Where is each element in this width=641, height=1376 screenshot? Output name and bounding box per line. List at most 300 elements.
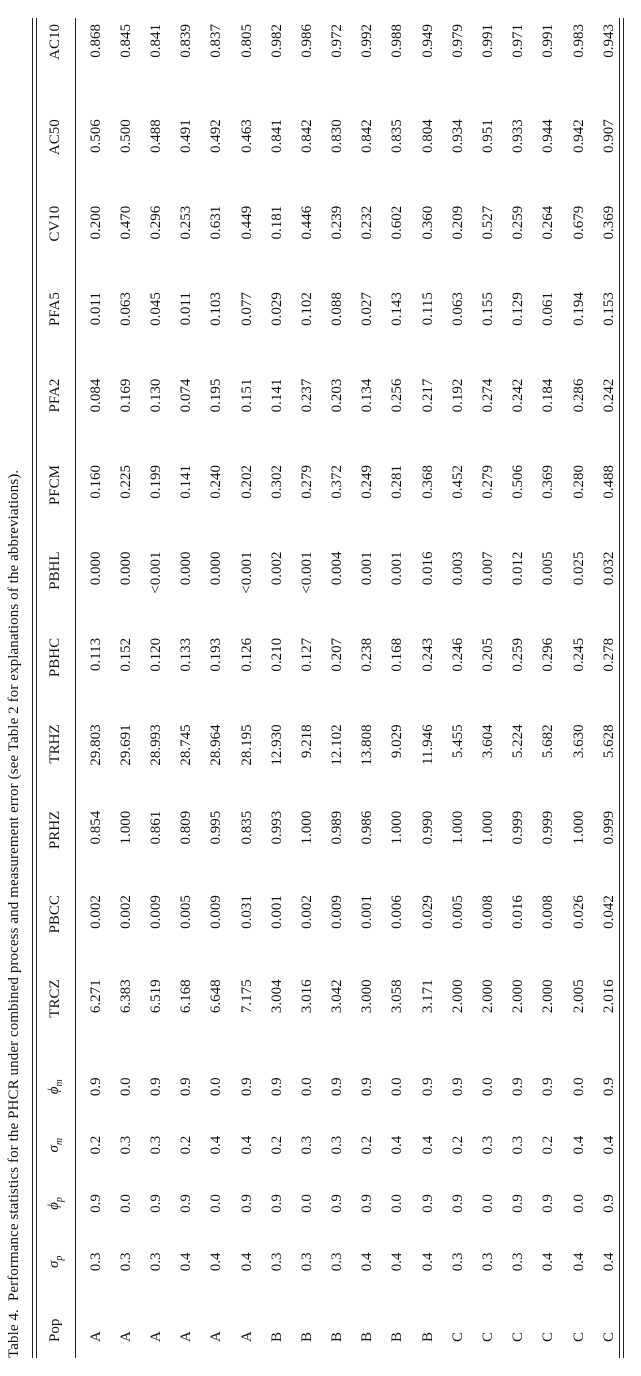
table-cell: 0.4 bbox=[238, 1252, 255, 1272]
header-row bbox=[36, 18, 75, 1358]
table-cell: 28.745 bbox=[178, 724, 195, 766]
table-cell: 0.012 bbox=[510, 551, 527, 586]
table-cell: 0.001 bbox=[268, 895, 285, 929]
table-row bbox=[383, 18, 413, 1358]
table-cell: 0.446 bbox=[298, 205, 315, 240]
column-header: TRCZ bbox=[47, 979, 63, 1018]
table-cell: 0.002 bbox=[87, 895, 104, 929]
table-cell: 0.199 bbox=[147, 465, 164, 499]
header-symbol: $\phi_m$ bbox=[46, 1079, 65, 1095]
header-subscript: p bbox=[54, 1255, 65, 1261]
header-subscript: m bbox=[54, 1079, 65, 1087]
table-cell: 0.280 bbox=[570, 465, 587, 499]
table-cell: 0.007 bbox=[480, 551, 497, 586]
table-cell: 0.129 bbox=[510, 292, 527, 326]
header-symbol: $\phi_p$ bbox=[46, 1197, 65, 1210]
table-cell: 0.4 bbox=[419, 1252, 436, 1272]
table-cell: 0.008 bbox=[480, 895, 497, 929]
table-cell: 0.679 bbox=[570, 205, 587, 240]
table-cell: 0.9 bbox=[147, 1077, 164, 1097]
table-cell: 0.4 bbox=[208, 1252, 225, 1272]
table-cell: 0.141 bbox=[268, 378, 285, 413]
table-cell: 0.9 bbox=[419, 1077, 436, 1097]
table-cell: 0.3 bbox=[298, 1135, 315, 1155]
table-body bbox=[75, 18, 624, 1358]
table-cell: 0.006 bbox=[389, 895, 406, 929]
table-cell: 0.259 bbox=[510, 637, 527, 672]
table-cell: 0.9 bbox=[359, 1077, 376, 1097]
table-cell: 0.155 bbox=[480, 292, 497, 326]
table-cell: 0.0 bbox=[389, 1194, 406, 1213]
table-cell: 0.286 bbox=[570, 378, 587, 413]
table-cell: 1.000 bbox=[117, 810, 134, 845]
table-cell: <0.001 bbox=[298, 551, 315, 594]
table-cell: 0.3 bbox=[117, 1252, 134, 1272]
table-cell: 0.0 bbox=[480, 1077, 497, 1097]
table-cell: 0.9 bbox=[268, 1077, 285, 1097]
table-cell: 0.001 bbox=[359, 551, 376, 586]
table-row bbox=[323, 18, 353, 1358]
table-cell: 0.4 bbox=[570, 1135, 587, 1155]
table-cell: 0.4 bbox=[389, 1252, 406, 1272]
table-cell: 0.237 bbox=[298, 378, 315, 413]
table-cell: 0.0 bbox=[117, 1077, 134, 1097]
table-cell: 0.470 bbox=[117, 205, 134, 240]
table-row bbox=[504, 18, 534, 1358]
table-cell: 0.491 bbox=[178, 119, 195, 154]
table-cell: 0.302 bbox=[268, 465, 285, 499]
column-header: AC50 bbox=[47, 119, 63, 156]
table-cell: 0.989 bbox=[329, 810, 346, 845]
table-cell: 0.009 bbox=[147, 895, 164, 929]
table-cell: 1.000 bbox=[449, 810, 466, 845]
table-cell: 0.995 bbox=[208, 810, 225, 845]
table-header bbox=[36, 18, 75, 1358]
table-cell: 0.488 bbox=[600, 465, 617, 499]
table-cell: 0.279 bbox=[298, 465, 315, 499]
table-cell: 0.153 bbox=[600, 292, 617, 326]
table-cell: 0.971 bbox=[510, 24, 527, 58]
table-cell: 0.4 bbox=[178, 1252, 195, 1272]
table-cell: 0.842 bbox=[298, 119, 315, 154]
table-cell: 0.195 bbox=[208, 378, 225, 413]
table-cell: 0.152 bbox=[117, 637, 134, 672]
table-cell: 0.160 bbox=[87, 465, 104, 499]
table-cell: 0.835 bbox=[389, 119, 406, 154]
table-cell: 0.9 bbox=[238, 1194, 255, 1213]
table-cell: 0.296 bbox=[540, 637, 557, 672]
table-cell: 0.026 bbox=[570, 895, 587, 929]
header-subscript: p bbox=[54, 1197, 65, 1203]
table-cell: 0.0 bbox=[117, 1194, 134, 1213]
table-cell: 3.016 bbox=[298, 979, 315, 1014]
table-cell: 0.942 bbox=[570, 119, 587, 154]
column-header: PFCM bbox=[47, 465, 63, 506]
table-cell: 0.130 bbox=[147, 378, 164, 413]
table-cell: 0.951 bbox=[480, 119, 497, 154]
table-cell: 0.999 bbox=[540, 810, 557, 845]
table-cell: 2.000 bbox=[480, 979, 497, 1014]
table-cell: 6.519 bbox=[147, 979, 164, 1014]
table-cell: 0.9 bbox=[329, 1077, 346, 1097]
table-cell: 0.854 bbox=[87, 810, 104, 845]
table-cell: 13.808 bbox=[359, 724, 376, 766]
table-cell: <0.001 bbox=[238, 551, 255, 594]
table-cell: 0.4 bbox=[208, 1135, 225, 1155]
top-rule bbox=[32, 18, 33, 1358]
column-header: PFA2 bbox=[47, 378, 63, 413]
column-header: PRHZ bbox=[47, 810, 63, 850]
table-cell: 28.993 bbox=[147, 724, 164, 766]
table-cell: 0.009 bbox=[208, 895, 225, 929]
table-cell: 0.949 bbox=[419, 24, 436, 58]
table-cell: 0.9 bbox=[600, 1194, 617, 1213]
table-cell: 0.264 bbox=[540, 205, 557, 240]
table-cell: 0.9 bbox=[540, 1077, 557, 1097]
table-cell: 11.946 bbox=[419, 724, 436, 766]
table-cell: 0.120 bbox=[147, 637, 164, 672]
table-row bbox=[262, 18, 292, 1358]
table-cell: 0.4 bbox=[540, 1252, 557, 1272]
table-row bbox=[141, 18, 171, 1358]
table-cell: 0.986 bbox=[359, 810, 376, 845]
table-cell: 0.3 bbox=[117, 1135, 134, 1155]
table-cell: 0.4 bbox=[419, 1135, 436, 1155]
table-row bbox=[443, 18, 473, 1358]
table-cell: 0.084 bbox=[87, 378, 104, 413]
table-cell: B bbox=[389, 1331, 406, 1342]
table-cell: 1.000 bbox=[389, 810, 406, 845]
table-cell: 0.631 bbox=[208, 205, 225, 240]
table-cell: B bbox=[268, 1331, 285, 1342]
table-cell: C bbox=[600, 1331, 617, 1342]
table-cell: 0.2 bbox=[87, 1135, 104, 1155]
table-cell: B bbox=[419, 1331, 436, 1342]
table-cell: 0.2 bbox=[268, 1135, 285, 1155]
table-cell: A bbox=[147, 1331, 164, 1342]
table-cell: 0.907 bbox=[600, 119, 617, 154]
table-cell: 0.9 bbox=[238, 1077, 255, 1097]
table-cell: 0.151 bbox=[238, 378, 255, 413]
table-cell: 0.016 bbox=[510, 895, 527, 929]
table-cell: 0.488 bbox=[147, 119, 164, 154]
table-cell: 0.259 bbox=[510, 205, 527, 240]
column-header: PBHC bbox=[47, 637, 63, 678]
column-header bbox=[36, 1233, 75, 1291]
column-header bbox=[36, 1058, 75, 1116]
table-cell: 0.372 bbox=[329, 465, 346, 499]
table-cell: 0.4 bbox=[238, 1135, 255, 1155]
table-cell: 0.979 bbox=[449, 24, 466, 58]
table-cell: 0.4 bbox=[600, 1135, 617, 1155]
table-cell: 0.011 bbox=[178, 292, 195, 326]
table-cell: 0.9 bbox=[359, 1194, 376, 1213]
table-cell: 0.9 bbox=[329, 1194, 346, 1213]
table-cell: 0.9 bbox=[419, 1194, 436, 1213]
table-cell: 9.029 bbox=[389, 724, 406, 759]
table-cell: 0.0 bbox=[480, 1194, 497, 1213]
table-cell: 0.369 bbox=[540, 465, 557, 499]
table-cell: 0.168 bbox=[389, 637, 406, 672]
column-header: TRHZ bbox=[47, 724, 63, 764]
table-cell: C bbox=[540, 1331, 557, 1342]
table-cell: 0.127 bbox=[298, 637, 315, 672]
table-cell: A bbox=[238, 1331, 255, 1342]
table-cell: 0.9 bbox=[600, 1077, 617, 1097]
table-cell: 0.063 bbox=[449, 292, 466, 326]
table-cell: 0.9 bbox=[87, 1194, 104, 1213]
table-cell: 0.274 bbox=[480, 378, 497, 413]
table-cell: 0.029 bbox=[419, 895, 436, 929]
table-cell: 2.000 bbox=[449, 979, 466, 1014]
table-cell: 0.3 bbox=[449, 1252, 466, 1272]
table-cell: 0.842 bbox=[359, 119, 376, 154]
table-cell: 0.016 bbox=[419, 551, 436, 586]
table-cell: 0.999 bbox=[510, 810, 527, 845]
table-cell: 0.9 bbox=[147, 1194, 164, 1213]
table-cell: 29.691 bbox=[117, 724, 134, 766]
table-cell: 1.000 bbox=[570, 810, 587, 845]
table-cell: 0.126 bbox=[238, 637, 255, 672]
table-cell: 1.000 bbox=[480, 810, 497, 845]
table-cell: 0.3 bbox=[87, 1252, 104, 1272]
table-cell: 0.449 bbox=[238, 205, 255, 240]
table-cell: 2.000 bbox=[510, 979, 527, 1014]
caption-text: Performance statistics for the PHCR under combined process and measurement error (see Table 2 for explanations of the abbreviations). bbox=[6, 469, 22, 1302]
table-cell: 0.143 bbox=[389, 292, 406, 326]
table-cell: 0.3 bbox=[510, 1252, 527, 1272]
table-cell: 5.455 bbox=[449, 724, 466, 759]
table-cell: A bbox=[87, 1331, 104, 1342]
column-header bbox=[36, 1174, 75, 1232]
table-cell: 0.009 bbox=[329, 895, 346, 929]
table-cell: 0.061 bbox=[540, 292, 557, 326]
table-cell: 0.368 bbox=[419, 465, 436, 499]
table-cell: 0.3 bbox=[480, 1135, 497, 1155]
table-cell: 0.3 bbox=[480, 1252, 497, 1272]
table-cell: 0.9 bbox=[178, 1077, 195, 1097]
table-cell: B bbox=[329, 1331, 346, 1342]
table-cell: 0.232 bbox=[359, 205, 376, 240]
table-cell: <0.001 bbox=[147, 551, 164, 594]
table-cell: 0.0 bbox=[570, 1194, 587, 1213]
table-cell: C bbox=[449, 1331, 466, 1342]
table-cell: 0.0 bbox=[389, 1077, 406, 1097]
table-cell: 0.0 bbox=[570, 1077, 587, 1097]
table-cell: 0.4 bbox=[600, 1252, 617, 1272]
table-cell: 0.203 bbox=[329, 378, 346, 413]
table-cell: 0.839 bbox=[178, 24, 195, 58]
table-cell: 0.9 bbox=[510, 1077, 527, 1097]
table-cell: 3.004 bbox=[268, 979, 285, 1014]
table-cell: 0.805 bbox=[238, 24, 255, 58]
table-cell: 28.195 bbox=[238, 724, 255, 766]
column-header: PBHL bbox=[47, 551, 63, 590]
table-cell: 0.192 bbox=[449, 378, 466, 413]
header-symbol: $\sigma_p$ bbox=[46, 1255, 65, 1269]
table-cell: 0.9 bbox=[540, 1194, 557, 1213]
table-cell: 0.240 bbox=[208, 465, 225, 499]
table-cell: 0.2 bbox=[540, 1135, 557, 1155]
table-cell: 12.930 bbox=[268, 724, 285, 766]
table-cell: 0.238 bbox=[359, 637, 376, 672]
table-cell: 0.835 bbox=[238, 810, 255, 845]
table-cell: 0.991 bbox=[480, 24, 497, 58]
table-cell: 0.245 bbox=[570, 637, 587, 672]
table-cell: 3.171 bbox=[419, 979, 436, 1014]
table-cell: 0.115 bbox=[419, 292, 436, 326]
table-cell: 0.934 bbox=[449, 119, 466, 154]
table-cell: 0.9 bbox=[510, 1194, 527, 1213]
table-cell: 0.207 bbox=[329, 637, 346, 672]
table-cell: 9.218 bbox=[298, 724, 315, 759]
table-row bbox=[534, 18, 564, 1358]
table-cell: 3.000 bbox=[359, 979, 376, 1014]
table-cell: 0.3 bbox=[329, 1135, 346, 1155]
table-cell: 0.845 bbox=[117, 24, 134, 58]
table-cell: 0.527 bbox=[480, 205, 497, 240]
table-row bbox=[111, 18, 141, 1358]
table-cell: 0.360 bbox=[419, 205, 436, 240]
table-cell: 0.239 bbox=[329, 205, 346, 240]
table-cell: 0.103 bbox=[208, 292, 225, 326]
table-cell: 0.102 bbox=[298, 292, 315, 326]
table-cell: 0.983 bbox=[570, 24, 587, 58]
table-cell: 0.141 bbox=[178, 465, 195, 499]
table-cell: 0.841 bbox=[268, 119, 285, 154]
table-cell: C bbox=[480, 1331, 497, 1342]
table-cell: 3.058 bbox=[389, 979, 406, 1014]
table-cell: C bbox=[510, 1331, 527, 1342]
table-cell: 0.045 bbox=[147, 292, 164, 326]
table-row bbox=[292, 18, 322, 1358]
table-cell: 0.074 bbox=[178, 378, 195, 413]
table-cell: 0.029 bbox=[268, 292, 285, 326]
column-header bbox=[36, 1116, 75, 1174]
table-cell: 0.2 bbox=[359, 1135, 376, 1155]
table-cell: 0.506 bbox=[510, 465, 527, 499]
table-cell: 0.452 bbox=[449, 465, 466, 499]
table-cell: 0.3 bbox=[510, 1135, 527, 1155]
table-cell: 0.506 bbox=[87, 119, 104, 154]
table-row bbox=[564, 18, 594, 1358]
table-row bbox=[232, 18, 262, 1358]
table-cell: 7.175 bbox=[238, 979, 255, 1014]
table-cell: 0.369 bbox=[600, 205, 617, 240]
table-cell: 0.500 bbox=[117, 119, 134, 154]
table-cell: 0.242 bbox=[600, 378, 617, 413]
table-cell: 0.943 bbox=[600, 24, 617, 58]
table-cell: 0.982 bbox=[268, 24, 285, 58]
table-cell: 5.628 bbox=[600, 724, 617, 759]
table-cell: 0.278 bbox=[600, 637, 617, 672]
table-cell: 0.9 bbox=[87, 1077, 104, 1097]
table-caption bbox=[6, 470, 23, 1358]
table-cell: 0.002 bbox=[117, 895, 134, 929]
table-cell: 0.3 bbox=[298, 1252, 315, 1272]
table-cell: 0.9 bbox=[268, 1194, 285, 1213]
table-cell: 0.134 bbox=[359, 378, 376, 413]
table-cell: C bbox=[570, 1331, 587, 1342]
table-cell: 0.001 bbox=[389, 551, 406, 586]
table-cell: 0.002 bbox=[298, 895, 315, 929]
table-cell: 0.025 bbox=[570, 551, 587, 586]
table-cell: 0.000 bbox=[117, 551, 134, 586]
table-cell: 0.004 bbox=[329, 551, 346, 586]
table-cell: 0.9 bbox=[449, 1194, 466, 1213]
table-row bbox=[353, 18, 383, 1358]
table-row bbox=[594, 18, 624, 1358]
table-cell: 0.005 bbox=[449, 895, 466, 929]
table-cell: 2.016 bbox=[600, 979, 617, 1014]
table-cell: 0.0 bbox=[298, 1194, 315, 1213]
table-cell: 0.3 bbox=[329, 1252, 346, 1272]
table-cell: B bbox=[359, 1331, 376, 1342]
table-cell: 0.042 bbox=[600, 895, 617, 929]
table-cell: 0.296 bbox=[147, 205, 164, 240]
table-cell: 0.027 bbox=[359, 292, 376, 326]
table-cell: 0.169 bbox=[117, 378, 134, 413]
table-cell: 0.993 bbox=[268, 810, 285, 845]
column-header: AC10 bbox=[47, 24, 63, 60]
table-cell: 0.0 bbox=[208, 1194, 225, 1213]
table-cell: 0.031 bbox=[238, 895, 255, 929]
table-cell: 0.000 bbox=[87, 551, 104, 586]
column-header: PBCC bbox=[47, 895, 63, 934]
table-cell: 6.271 bbox=[87, 979, 104, 1014]
table-cell: 0.210 bbox=[268, 637, 285, 672]
table-cell: 0.3 bbox=[268, 1252, 285, 1272]
table-cell: 0.217 bbox=[419, 378, 436, 413]
table-cell: 5.682 bbox=[540, 724, 557, 759]
table-cell: 2.000 bbox=[540, 979, 557, 1014]
table-cell: 6.383 bbox=[117, 979, 134, 1014]
table-cell: 0.2 bbox=[449, 1135, 466, 1155]
table-cell: 0.809 bbox=[178, 810, 195, 845]
table-cell: 0.005 bbox=[178, 895, 195, 929]
table-cell: 0.602 bbox=[389, 205, 406, 240]
table-cell: 0.249 bbox=[359, 465, 376, 499]
table-cell: 5.224 bbox=[510, 724, 527, 759]
column-header: PFA5 bbox=[47, 292, 63, 327]
table-cell: 0.9 bbox=[449, 1077, 466, 1097]
table-row bbox=[413, 18, 443, 1358]
table-cell: 0.032 bbox=[600, 551, 617, 586]
table-cell: 0.063 bbox=[117, 292, 134, 326]
table-cell: 0.837 bbox=[208, 24, 225, 58]
table-cell: A bbox=[208, 1331, 225, 1342]
table-cell: 0.999 bbox=[600, 810, 617, 845]
table-cell: 0.4 bbox=[359, 1252, 376, 1272]
table-cell: 0.279 bbox=[480, 465, 497, 499]
table-cell: 0.225 bbox=[117, 465, 134, 499]
table-cell: 0.988 bbox=[389, 24, 406, 58]
table-cell: 0.3 bbox=[147, 1135, 164, 1155]
table-cell: 0.202 bbox=[238, 465, 255, 499]
table-cell: A bbox=[178, 1331, 195, 1342]
table-cell: 0.990 bbox=[419, 810, 436, 845]
table-cell: 0.002 bbox=[268, 551, 285, 586]
column-header: Pop bbox=[47, 1318, 63, 1342]
table-cell: 0.841 bbox=[147, 24, 164, 58]
table-row bbox=[172, 18, 202, 1358]
table-cell: 0.281 bbox=[389, 465, 406, 499]
table-cell: 2.005 bbox=[570, 979, 587, 1014]
table-cell: 0.193 bbox=[208, 637, 225, 672]
table-cell: 29.803 bbox=[87, 724, 104, 766]
table-cell: 0.463 bbox=[238, 119, 255, 154]
table-cell: 0.830 bbox=[329, 119, 346, 154]
